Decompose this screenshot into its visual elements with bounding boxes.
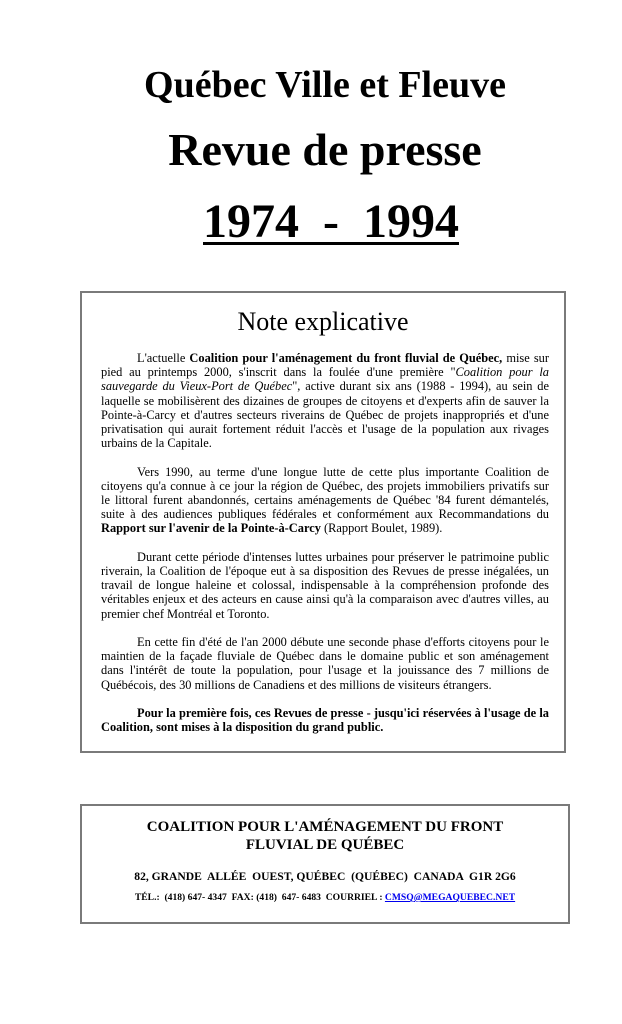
note-paragraph-3: Durant cette période d'intenses luttes urbaines pour préserver le patrimoine public riverain, la Coalition de l'époque eut à sa disposition des Revues de presse inégalées, un travail de longue haleine et colossal, indispensable à la compréhension profonde des véritables enjeux et des acteurs en cause ainsi qu'à la comparaison avec d'autres villes, au premier chef Montréal et Toronto. [101, 549, 549, 621]
title-line-1: Québec Ville et Fleuve [144, 64, 506, 106]
note-paragraph-1 [101, 351, 549, 450]
first-coalition-name: Coalition pour la sauvegarde du Vieux-Port de Québec [101, 365, 549, 394]
p1-text-a: L'actuelle [137, 351, 190, 365]
phone-fax: TÉL.: (418) 647- 4347 FAX: (418) 647- 6483 COURRIEL : [134, 892, 385, 903]
contact-box [80, 804, 570, 924]
organization-name [82, 818, 568, 854]
p1-text-c: mise sur pied au printemps 2000, s'inscrit dans la foulée d'une première " [101, 351, 549, 380]
org-line-2: FLUVIAL DE QUÉBEC [245, 837, 405, 853]
coalition-name: Coalition pour l'aménagement du front fluvial de Québec, [189, 351, 503, 365]
address: 82, GRANDE ALLÉE OUEST, QUÉBEC (QUÉBEC) CANADA G1R 2G6 [134, 870, 516, 883]
p1-text-e: ", active durant six ans (1988 - 1994), au sein de laquelle se mobilisèrent des dizaines de groupes de citoyens et d'experts afin de sauver la Pointe-à-Carcy et d'autres secteurs riverains de Québec de projets inappropriés et d'une privatisation qui aurait fortement réduit l'accès et l'usage de la population aux rivages urbains de la Capitale. [101, 379, 549, 451]
title-line-2: Revue de presse [168, 124, 482, 175]
note-title: Note explicative [237, 307, 409, 336]
phone-line [82, 892, 568, 904]
title-years [0, 192, 622, 252]
p2-text-a: Vers 1990, au terme d'une longue lutte de cette plus importante Coalition de citoyens qu'a connue à ce jour la région de Québec, des projets immobiliers privatifs sur le littoral furent abandonnés, certains aménagements de Québec '84 furent démantelés, suite à des audiences publiques fédérales et conformément aux Recommandations du [101, 464, 549, 522]
email-link[interactable]: CMSQ@MEGAQUEBEC.NET [384, 892, 516, 903]
report-title: Rapport sur l'avenir de la Pointe-à-Carcy [101, 521, 321, 536]
p2-text-c: (Rapport Boulet, 1989). [320, 521, 443, 536]
title-years-text: 1974 - 1994 [203, 195, 459, 248]
note-paragraph-4: En cette fin d'été de l'an 2000 débute une seconde phase d'efforts citoyens pour le maintien de la façade fluviale de Québec dans le domaine public et son aménagement dans l'intérêt de toute la population, pour l'usage et la jouissance des 7 millions de Québécois, des 30 millions de Canadiens et des millions de visiteurs étrangers. [101, 635, 549, 692]
note-paragraph-5: Pour la première fois, ces Revues de presse - jusqu'ici réservées à l'usage de la Coalition, sont mises à la disposition du grand public. [101, 706, 549, 735]
note-body [101, 351, 549, 734]
org-line-1: COALITION POUR L'AMÉNAGEMENT DU FRONT [146, 819, 504, 835]
note-paragraph-2 [101, 465, 549, 536]
